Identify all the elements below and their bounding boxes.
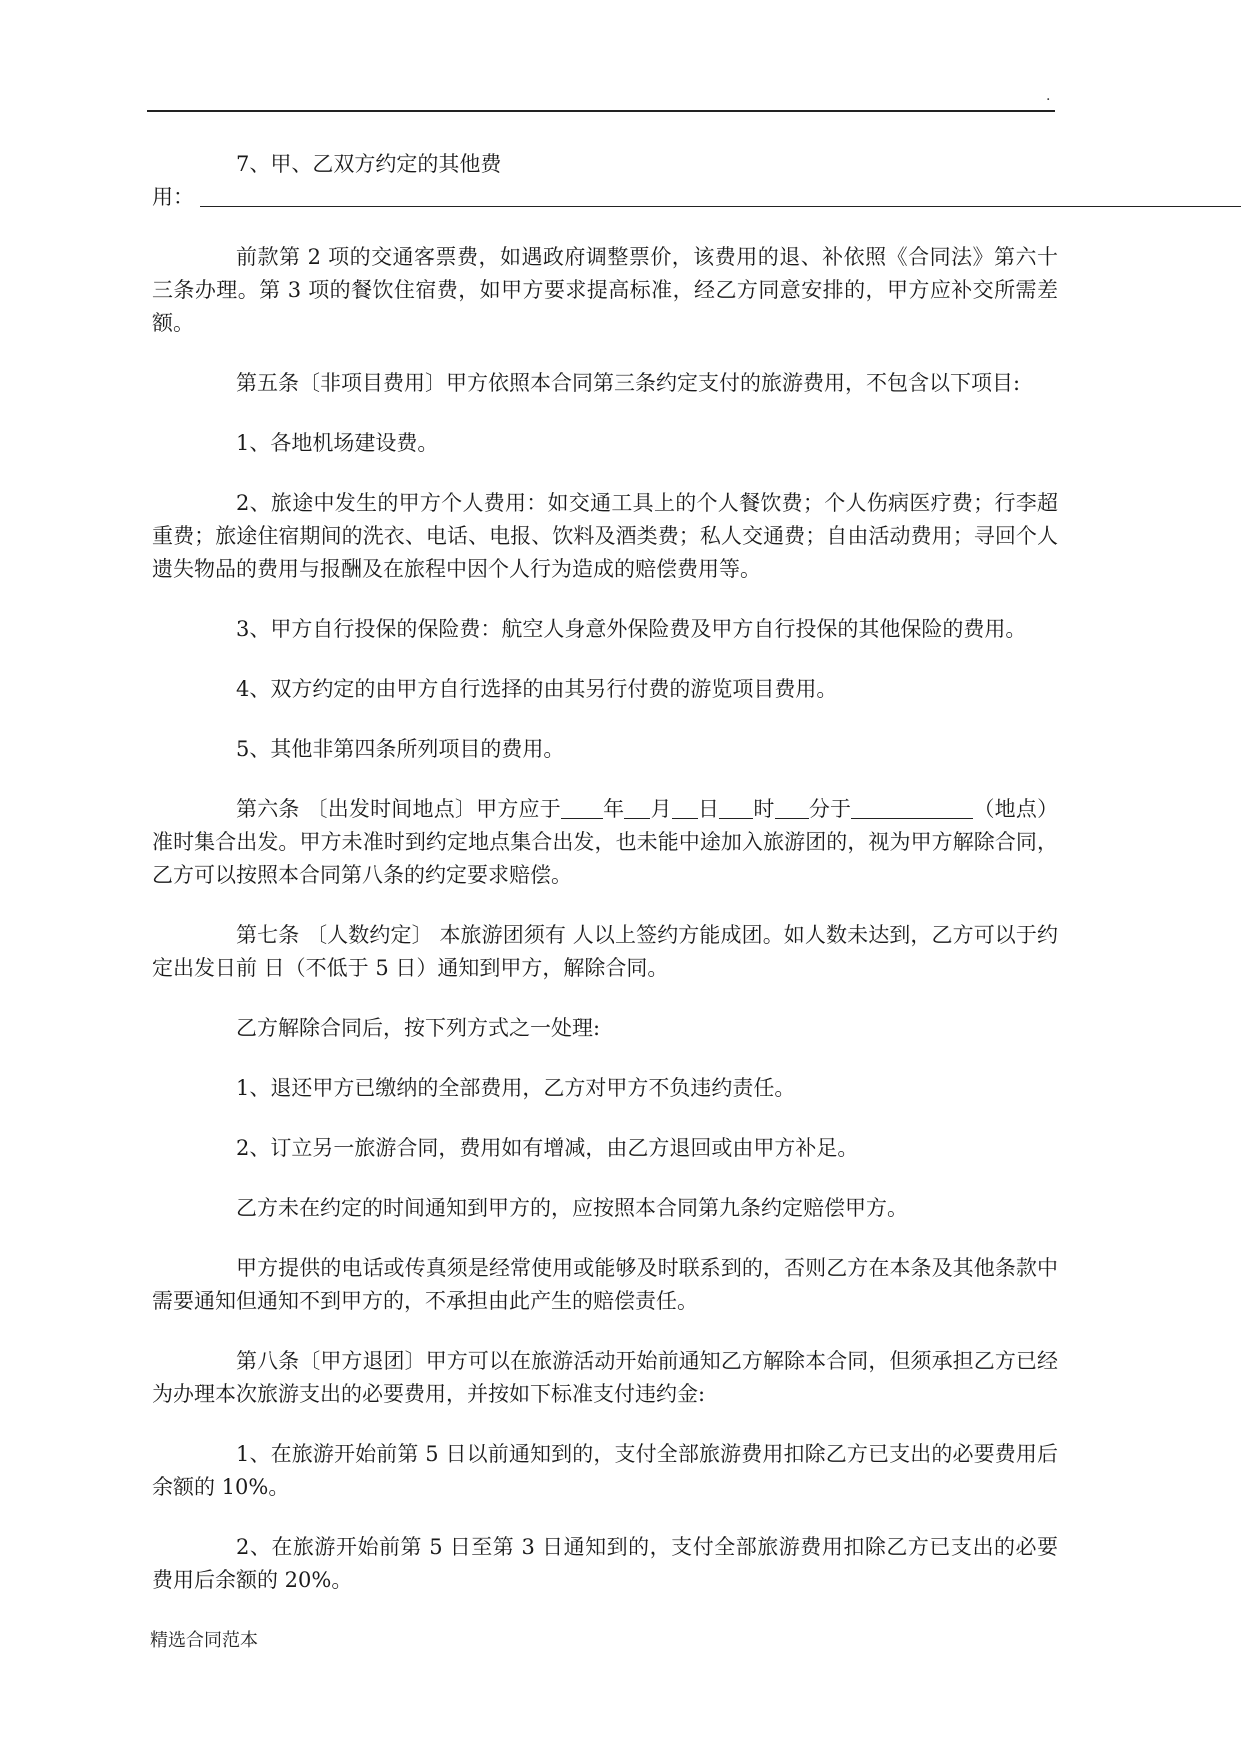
document-body [152,148,1058,1624]
footer-text: 精选合同范本 [150,1630,258,1651]
hour-label: 时 [753,797,775,821]
article-6-rest: 准时集合出发。甲方未准时到约定地点集合出发，也未能中途加入旅游团的，视为甲方解除合同，乙方可以按照本合同第八条的约定要求赔偿。 [152,830,1058,887]
minute-label: 分于 [808,797,852,821]
article-7-item-1: 1、退还甲方已缴纳的全部费用，乙方对甲方不负违约责任。 [236,1076,796,1100]
article-8-item-1: 1、在旅游开始前第 5 日以前通知到的，支付全部旅游费用扣除乙方已支出的必要费用后余额的 10%。 [152,1442,1058,1499]
month-blank[interactable] [624,796,650,819]
article-7-contact: 甲方提供的电话或传真须是经常使用或能够及时联系到的，否则乙方在本条及其他条款中需要通知但通知不到甲方的，不承担由此产生的赔偿责任。 [152,1256,1058,1313]
paragraph-transport-fee: 前款第 2 项的交通客票费，如遇政府调整票价，该费用的退、补依照《合同法》第六十三条办理。第 3 项的餐饮住宿费，如甲方要求提高标准，经乙方同意安排的，甲方应补交所需差额。 [152,245,1058,335]
item-7: 7、甲、乙双方约定的其他费 [236,152,502,176]
year-blank[interactable] [561,796,603,819]
place-label: （地点） [973,797,1059,821]
article-7-handling: 乙方解除合同后，按下列方式之一处理: [236,1016,601,1040]
article-6-lead: 第六条 〔出发时间地点〕甲方应于 [236,797,561,821]
month-label: 月 [650,797,672,821]
header-rule [147,110,1055,112]
article-5-item-2: 2、旅途中发生的甲方个人费用：如交通工具上的个人餐饮费；个人伤病医疗费；行李超重费；旅途住宿期间的洗衣、电话、电报、饮料及酒类费；私人交通费；自由活动费用；寻回个人遗失物品的费用与报酬及在旅程中因个人行为造成的赔偿费用等。 [152,491,1058,581]
day-blank[interactable] [672,796,698,819]
article-8-item-2: 2、在旅游开始前第 5 日至第 3 日通知到的，支付全部旅游费用扣除乙方已支出的必要费用后余额的 20%。 [152,1535,1058,1592]
minute-blank[interactable] [775,796,809,819]
item-7-fee-line [152,181,1058,214]
article-8: 第八条〔甲方退团〕甲方可以在旅游活动开始前通知乙方解除本合同，但须承担乙方已经为办理本次旅游支出的必要费用，并按如下标准支付违约金: [152,1349,1058,1406]
article-5-item-4: 4、双方约定的由甲方自行选择的由其另行付费的游览项目费用。 [236,677,838,701]
hour-blank[interactable] [719,796,753,819]
item-7-continuation: 用： [152,185,194,209]
article-7-late-notice: 乙方未在约定的时间通知到甲方的，应按照本合同第九条约定赔偿甲方。 [236,1196,908,1220]
article-7-item-2: 2、订立另一旅游合同，费用如有增减，由乙方退回或由甲方补足。 [236,1136,859,1160]
place-blank[interactable] [851,796,973,819]
header-mark: . [1046,88,1051,104]
year-label: 年 [602,797,625,821]
article-5: 第五条〔非项目费用〕甲方依照本合同第三条约定支付的旅游费用，不包含以下项目: [236,371,1021,395]
day-label: 日 [697,797,720,821]
article-7: 第七条 〔人数约定〕 本旅游团须有 人以上签约方能成团。如人数未达到，乙方可以于约定出发日前 日（不低于 5 日）通知到甲方，解除合同。 [152,923,1058,980]
article-5-item-1: 1、各地机场建设费。 [236,431,439,455]
article-5-item-3: 3、甲方自行投保的保险费：航空人身意外保险费及甲方自行投保的其他保险的费用。 [236,617,1027,641]
article-6 [152,793,1058,892]
article-5-item-5: 5、其他非第四条所列项目的费用。 [236,737,565,761]
fee-blank-line[interactable] [200,184,1241,207]
